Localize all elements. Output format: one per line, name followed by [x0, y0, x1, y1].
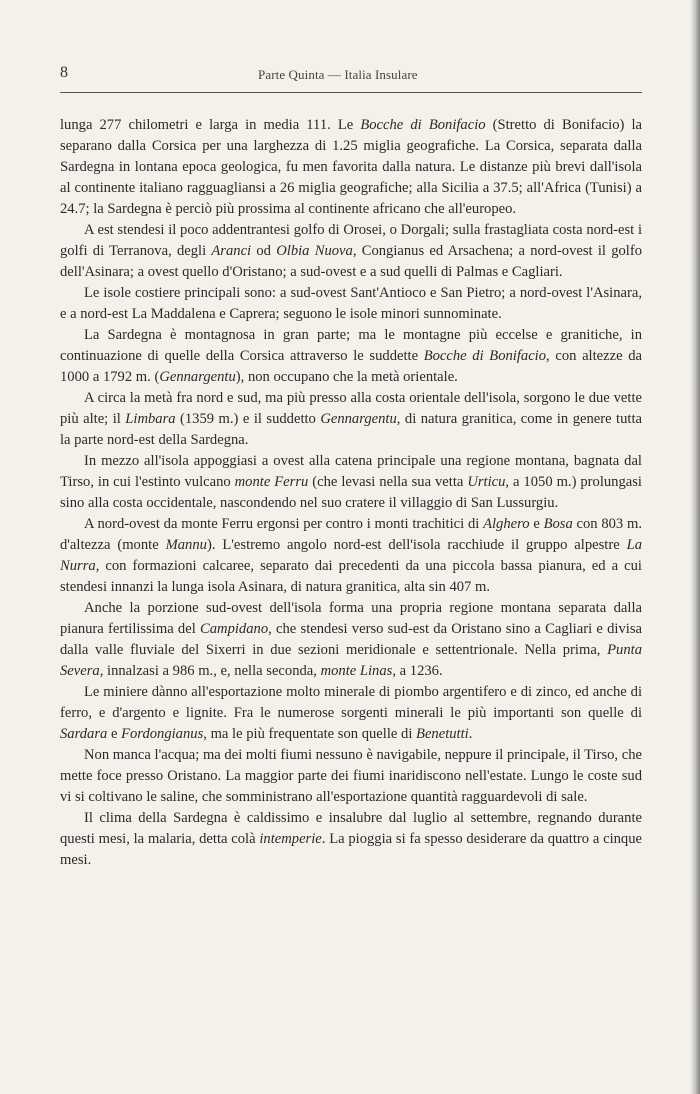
text-run: ), non occupano che la metà orientale.	[235, 369, 458, 385]
body-paragraph	[60, 514, 642, 598]
body-paragraph	[60, 598, 642, 682]
text-run: Le miniere dànno all'esportazione molto minerale di piombo argentifero e di zinco, ed anche di ferro, e d'argento e lignite. Fra le numerose sorgenti minerali le più importanti son quelle di	[60, 684, 642, 721]
text-run: , innalzasi a 986 m., e, nella seconda,	[99, 663, 321, 679]
italic-text-run: Benetutti	[416, 726, 469, 742]
text-run: con 803 m. d'altezza (monte	[60, 516, 642, 553]
page-number: 8	[60, 64, 68, 81]
italic-text-run: Gennargentu	[320, 411, 397, 427]
page-edge-shadow	[690, 0, 700, 1094]
text-run: (che levasi nella sua vetta	[308, 474, 468, 490]
text-run: In mezzo all'isola appoggiasi a ovest alla catena principale una regione montana, bagnata dal Tirso, in cui l'estinto vulcano	[60, 453, 642, 490]
italic-text-run: Gennargentu	[159, 369, 236, 385]
text-run: od	[251, 243, 277, 259]
text-run: . La pioggia si fa spesso desiderare da quattro a cinque mesi.	[60, 831, 642, 868]
body-paragraph	[60, 115, 642, 220]
italic-text-run: intemperie	[259, 831, 322, 847]
italic-text-run: Limbara	[125, 411, 176, 427]
text-run: La Sardegna è montagnosa in gran parte; ma le montagne più eccelse e granitiche, in continuazione di quelle della Corsica attraverso le suddette	[60, 327, 642, 364]
text-run: , con formazioni calcaree, separato dai precedenti da una piccola bassa pianura, ed a cui stendesi innanzi la lunga isola Asinara, di natura granitica, alta sin 407 m.	[60, 558, 642, 595]
text-run: , Congianus ed Arsachena; a nord-ovest il golfo dell'Asinara; a ovest quello d'Oristano; a sud-ovest e a sud quelli di Palmas e Cagliari.	[60, 243, 643, 280]
italic-text-run: La Nurra	[60, 537, 643, 574]
text-run: , ma le più frequentate son quelle di	[203, 726, 417, 742]
text-run: , a 1236.	[392, 663, 443, 679]
italic-text-run: Mannu	[165, 537, 207, 553]
italic-text-run: Olbia Nuova	[276, 243, 353, 259]
italic-text-run: Fordongianus	[121, 726, 204, 742]
italic-text-run: Bosa	[543, 516, 573, 532]
italic-text-run: Sardara	[60, 726, 108, 742]
text-run: A est stendesi il poco addentrantesi golfo di Orosei, o Dorgali; sulla frastagliata costa nord-est i golfi di Terranova, degli	[60, 222, 642, 259]
text-run: , a 1050 m.) prolungasi sino alla costa occidentale, nascondendo nel suo cratere il villaggio di San Lussurgiu.	[60, 474, 642, 511]
text-run: , che stendesi verso sud-est da Oristano sino a Cagliari e divisa dalla valle fluviale del Sixerri in due sezioni meridionale e settentrionale. Nella prima,	[60, 621, 642, 658]
body-paragraph	[60, 745, 642, 808]
italic-text-run: Campidano	[200, 621, 269, 637]
italic-text-run: Aranci	[211, 243, 252, 259]
text-run: lunga 277 chilometri e larga in media 111. Le	[60, 117, 361, 133]
italic-text-run: Alghero	[483, 516, 530, 532]
text-run: Non manca l'acqua; ma dei molti fiumi nessuno è navigabile, neppure il principale, il Tirso, che mette foce presso Oristano. La maggior parte dei fiumi inaridiscono nell'estate. Lungo le coste sud vi si coltivano le saline, che somministrano all'esportazione quantità ragguardevoli di sale.	[60, 747, 642, 805]
body-paragraph	[60, 283, 642, 325]
body-paragraph	[60, 220, 642, 283]
body-paragraph	[60, 325, 642, 388]
header-rule	[60, 92, 642, 93]
italic-text-run: Urticu	[467, 474, 506, 490]
text-run: (1359 m.) e il suddetto	[175, 411, 321, 427]
text-run: , di natura granitica, come in genere tutta la parte nord-est della Sardegna.	[60, 411, 642, 448]
italic-text-run: monte Linas	[320, 663, 393, 679]
body-paragraph	[60, 388, 642, 451]
body-paragraph	[60, 808, 642, 871]
text-run: ). L'estremo angolo nord-est dell'isola racchiude il gruppo alpestre	[206, 537, 627, 553]
text-run: (Stretto di Bonifacio) la separano dalla Corsica per una larghezza di 1.25 miglia geografiche. La Corsica, separata dalla Sardegna in lontana epoca geologica, fu men favorita dalla natura. Le distanze più brevi dall'isola al continente italiano ragguagliansi a 26 miglia geografiche; alla Sicilia a 37.5; all'Africa (Tunisi) a 24.7; la Sardegna è perciò più prossima al continente africano che all'europeo.	[60, 117, 642, 217]
text-run: A circa la metà fra nord e sud, ma più presso alla costa orientale dell'isola, sorgono le due vette più alte; il	[60, 390, 642, 427]
running-header	[60, 64, 642, 90]
text-run: .	[468, 726, 473, 742]
text-run: A nord-ovest da monte Ferru ergonsi per contro i monti trachitici di	[84, 516, 484, 532]
text-run: Le isole costiere principali sono: a sud-ovest Sant'Antioco e San Pietro; a nord-ovest l'Asinara, e a nord-est La Maddalena e Caprera; seguono le isole minori sunnominate.	[60, 285, 642, 322]
body-paragraph	[60, 451, 642, 514]
italic-text-run: Punta Severa	[60, 642, 642, 679]
text-run: , con altezze da 1000 a 1792 m. (	[60, 348, 642, 385]
text-run: Il clima della Sardegna è caldissimo e insalubre dal luglio al settembre, regnando durante questi mesi, la malaria, detta colà	[60, 810, 642, 847]
italic-text-run: Bocche di Bonifacio	[423, 348, 547, 364]
running-title: Parte Quinta — Italia Insulare	[258, 67, 418, 82]
text-run: e	[107, 726, 122, 742]
body-paragraph	[60, 682, 642, 745]
italic-text-run: Bocche di Bonifacio	[360, 117, 486, 133]
italic-text-run: monte Ferru	[234, 474, 309, 490]
body-text	[60, 115, 642, 871]
text-run: Anche la porzione sud-ovest dell'isola forma una propria regione montana separata dalla pianura fertilissima del	[60, 600, 642, 637]
text-run: e	[529, 516, 544, 532]
